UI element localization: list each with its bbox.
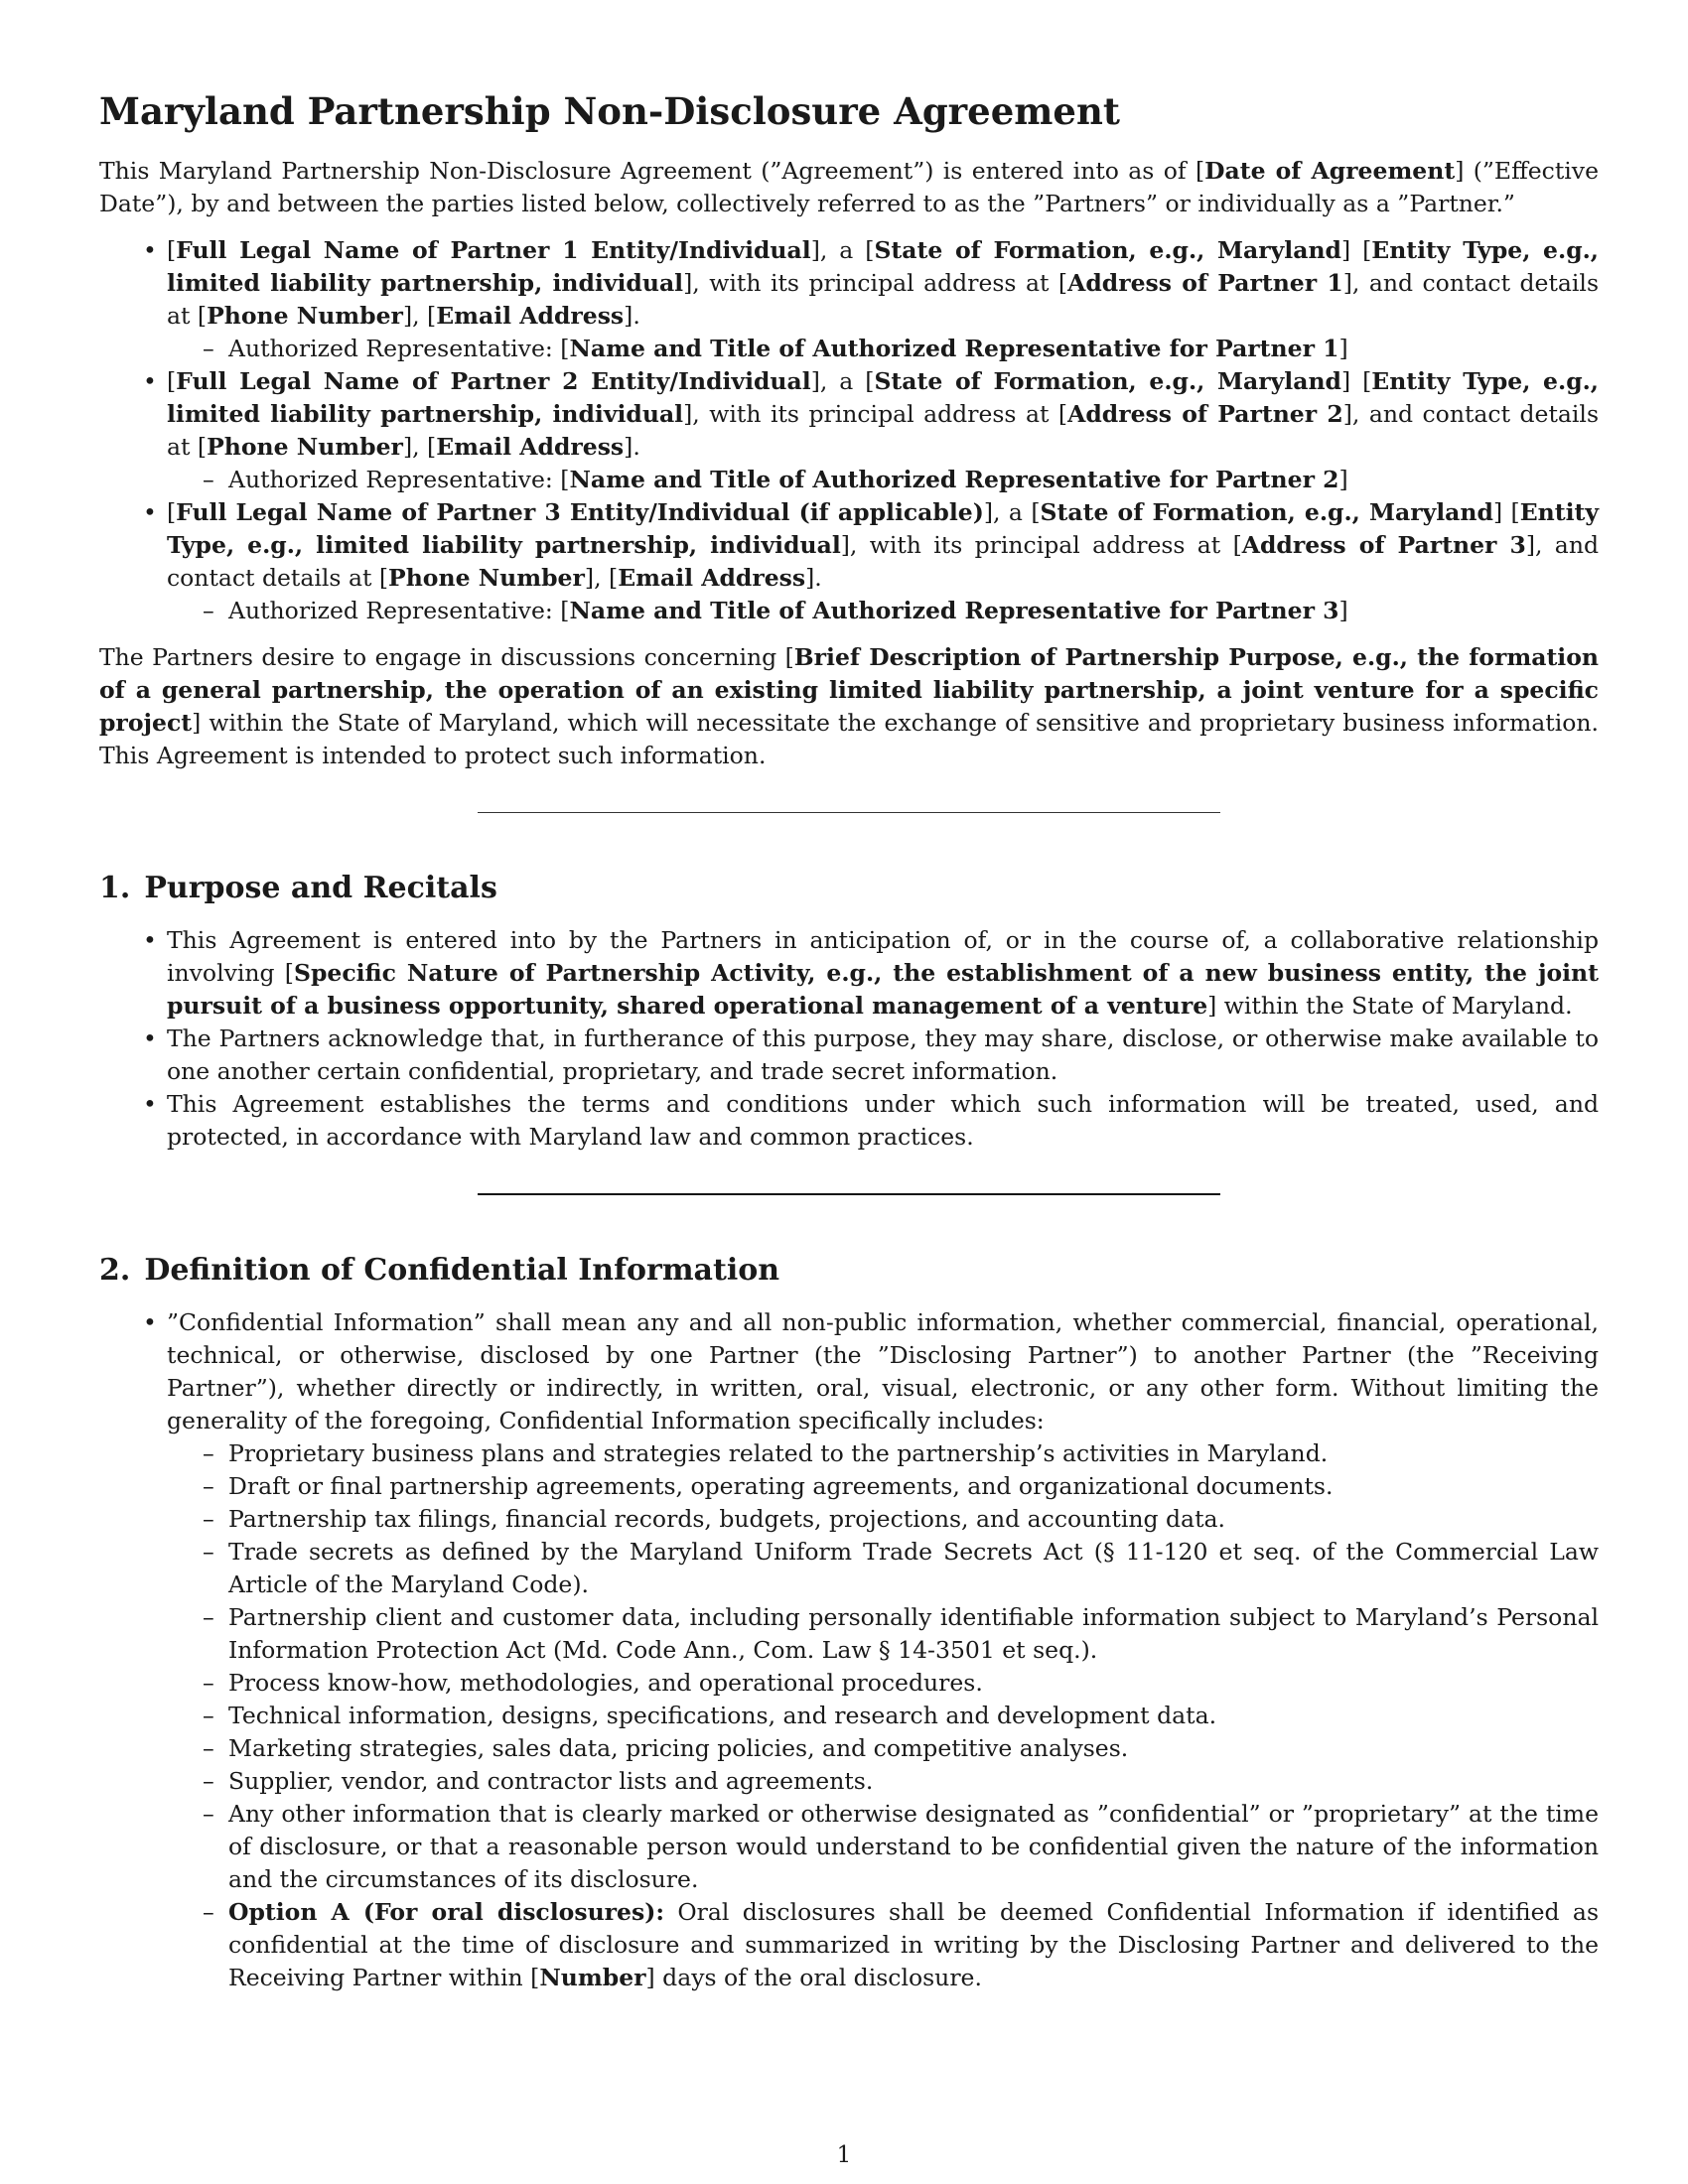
partner-state: State of Formation, e.g., Maryland [874, 236, 1341, 264]
partner-item: • [Full Legal Name of Partner 2 Entity/Individual], a [State of Formation, e.g., Maryland] [Entity Type, e.g., limited liability partnership, individual], with its principal address at [Address of Partner 2], and contact details at [Phone Number], [Email Address]. – Authorized Representative: [Name and Title of Authorized Representative for Partner 2] [99, 365, 1599, 496]
section-number: 2. [99, 1253, 131, 1288]
sublist-item: – Technical information, designs, specifications, and research and development data. [167, 1700, 1599, 1732]
partner-entity-type: Entity Type, e.g., limited liability partnership, individual [167, 236, 1599, 297]
sublist-item: – Draft or final partnership agreements, operating agreements, and organizational documents. [167, 1470, 1599, 1503]
partner-rep-list [167, 333, 1599, 365]
partner-item: • [Full Legal Name of Partner 3 Entity/Individual (if applicable)], a [State of Formation, e.g., Maryland] [Entity Type, e.g., limited liability partnership, individual], with its principal address at [Address of Partner 3], and contact details at [Phone Number], [Email Address]. – Authorized Representative: [Name and Title of Authorized Representative for Partner 3] [99, 496, 1599, 627]
partner-name: Full Legal Name of Partner 2 Entity/Individual [176, 367, 811, 395]
sublist-item: – Partnership tax filings, financial records, budgets, projections, and accounting data. [167, 1503, 1599, 1536]
partner-name: Full Legal Name of Partner 1 Entity/Individual [176, 236, 811, 264]
document-title: Maryland Partnership Non-Disclosure Agreement [99, 89, 1120, 133]
partner-state: State of Formation, e.g., Maryland [874, 367, 1341, 395]
section-heading [99, 1251, 1599, 1291]
intro-text: ] (”Effective Date”), by and between the parties listed below, collectively referred to as the ”Partners” or individually as a ”Partner.” [99, 157, 1599, 217]
partner-rep-list [167, 595, 1599, 627]
date-placeholder: Date of Agreement [1204, 157, 1456, 185]
intro-paragraph [99, 155, 1599, 220]
page-number: 1 [836, 2142, 852, 2168]
purpose-paragraph: The Partners desire to engage in discussions concerning [Brief Description of Partnership Purpose, e.g., the formation of a general partnership, the operation of an existing limited liability partnership, a joint venture for a specific project] within the State of Maryland, which will necessitate the exchange of sensitive and proprietary business information. This Agreement is intended to protect such information. [99, 643, 1599, 769]
sublist-item: – Trade secrets as defined by the Maryland Uniform Trade Secrets Act (§ 11-120 et seq. of the Commercial Law Article of the Maryland Code). [167, 1536, 1599, 1601]
section2-list [99, 1306, 1599, 1994]
section-title: Definition of Confidential Information [144, 1253, 780, 1288]
partner-item: • [Full Legal Name of Partner 1 Entity/Individual], a [State of Formation, e.g., Maryland] [Entity Type, e.g., limited liability partnership, individual], with its principal address at [Address of Partner 1], and contact details at [Phone Number], [Email Address]. – Authorized Representative: [Name and Title of Authorized Representative for Partner 1] [99, 234, 1599, 365]
section-title: Purpose and Recitals [144, 871, 497, 905]
partner-phone: Phone Number [207, 433, 403, 461]
partner-email: Email Address [436, 302, 625, 330]
partner-address: Address of Partner 2 [1067, 400, 1343, 428]
section-number: 1. [99, 871, 131, 905]
sublist-item: – Partnership client and customer data, including personally identifiable information subject to Maryland’s Personal Information Protection Act (Md. Code Ann., Com. Law § 14-3501 et seq.). [167, 1601, 1599, 1667]
partner-name: Full Legal Name of Partner 3 Entity/Individual (if applicable) [176, 498, 984, 526]
option-a-label: Option A (For oral disclosures): [228, 1898, 665, 1926]
document-page [99, 87, 1599, 1994]
sublist-item: – Supplier, vendor, and contractor lists and agreements. [167, 1765, 1599, 1798]
partner-address: Address of Partner 1 [1067, 269, 1343, 297]
list-item: • This Agreement establishes the terms and conditions under which such information will be treated, used, and protected, in accordance with Maryland law and common practices. [99, 1088, 1599, 1154]
sublist-item: – Any other information that is clearly marked or otherwise designated as ”confidential” or ”proprietary” at the time of disclosure, or that a reasonable person would understand to be confidential given the nature of the information and the circumstances of its disclosure. [167, 1798, 1599, 1896]
partner-address: Address of Partner 3 [1241, 531, 1526, 559]
partner-rep-list [167, 464, 1599, 496]
sublist-item: – Marketing strategies, sales data, pricing policies, and competitive analyses. [167, 1732, 1599, 1765]
option-a-item: – Option A (For oral disclosures): Oral disclosures shall be deemed Confidential Information if identified as confidential at the time of disclosure and summarized in writing by the Disclosing Partner and delivered to the Receiving Partner within [Number] days of the oral disclosure. [167, 1896, 1599, 1994]
partner-list [99, 234, 1599, 627]
list-item: • The Partners acknowledge that, in furtherance of this purpose, they may share, disclose, or otherwise make available to one another certain confidential, proprietary, and trade secret information. [99, 1023, 1599, 1088]
partner-phone: Phone Number [207, 302, 403, 330]
section-divider [478, 812, 1220, 813]
partner-entity-type: Entity Type, e.g., limited liability partnership, individual [167, 498, 1600, 559]
partner-phone: Phone Number [388, 564, 585, 592]
sublist-item: – Process know-how, methodologies, and operational procedures. [167, 1667, 1599, 1700]
purpose-placeholder: Brief Description of Partnership Purpose, e.g., the formation of a general partnership, the operation of an existing limited liability partnership, a joint venture for a specific project [99, 643, 1599, 737]
list-item: • ”Confidential Information” shall mean any and all non-public information, whether commercial, financial, operational, technical, or otherwise, disclosed by one Partner (the ”Disclosing Partner”) to another Partner (the ”Receiving Partner”), whether directly or indirectly, in written, oral, visual, electronic, or any other form. Without limiting the generality of the foregoing, Confidential Information specifically includes: – Proprietary business plans and strategies related to the partnership’s activities in Maryland. – Draft or final partnership agreements, operating agreements, and organizational documents. – Partnership tax filings, financial records, budgets, projections, and accounting data. – Trade secrets as defined by the Maryland Uniform Trade Secrets Act (§ 11-120 et seq. of the Commercial Law Article of the Maryland Code). – Partnership client and customer data, including personally identifiable information subject to Maryland’s Personal Information Protection Act (Md. Code Ann., Com. Law § 14-3501 et seq.). – Process know-how, methodologies, and operational procedures. – Technical information, designs, specifications, and research and development data. – Marketing strategies, sales data, pricing policies, and competitive analyses. – Supplier, vendor, and contractor lists and agreements. – Any other information that is clearly marked or otherwise designated as ”confidential” or ”proprietary” at the time of disclosure, or that a reasonable person would understand to be confidential given the nature of the information and the circumstances of its disclosure. – Option A (For oral disclosures): Oral disclosures shall be deemed Confidential Information if identified as confidential at the time of disclosure and summarized in writing by the Disclosing Partner and delivered to the Receiving Partner within [Number] days of the oral disclosure. [99, 1306, 1599, 1994]
partner-rep: – Authorized Representative: [Name and Title of Authorized Representative for Partner 3] [167, 595, 1599, 627]
confidential-info-sublist [167, 1437, 1599, 1994]
partner-rep: – Authorized Representative: [Name and Title of Authorized Representative for Partner 2] [167, 464, 1599, 496]
sublist-item: – Proprietary business plans and strategies related to the partnership’s activities in Maryland. [167, 1437, 1599, 1470]
section-heading [99, 869, 1599, 908]
partner-rep: – Authorized Representative: [Name and Title of Authorized Representative for Partner 1] [167, 333, 1599, 365]
number-placeholder: Number [539, 1964, 646, 1991]
partner-entity-type: Entity Type, e.g., limited liability partnership, individual [167, 367, 1599, 428]
list-item: • This Agreement is entered into by the Partners in anticipation of, or in the course of, a collaborative relationship involving [Specific Nature of Partnership Activity, e.g., the establishment of a new business entity, the joint pursuit of a business opportunity, shared operational management of a venture] within the State of Maryland. [99, 924, 1599, 1023]
partner-email: Email Address [618, 564, 806, 592]
partner-email: Email Address [436, 433, 625, 461]
section1-list [99, 924, 1599, 1154]
intro-text: This Maryland Partnership Non-Disclosure Agreement (”Agreement”) is entered into as of [ [99, 157, 1205, 185]
activity-placeholder: Specific Nature of Partnership Activity, e.g., the establishment of a new business entity, the joint pursuit of a business opportunity, shared operational management of a venture [167, 959, 1599, 1020]
partner-state: State of Formation, e.g., Maryland [1040, 498, 1493, 526]
section-divider [478, 1193, 1220, 1195]
